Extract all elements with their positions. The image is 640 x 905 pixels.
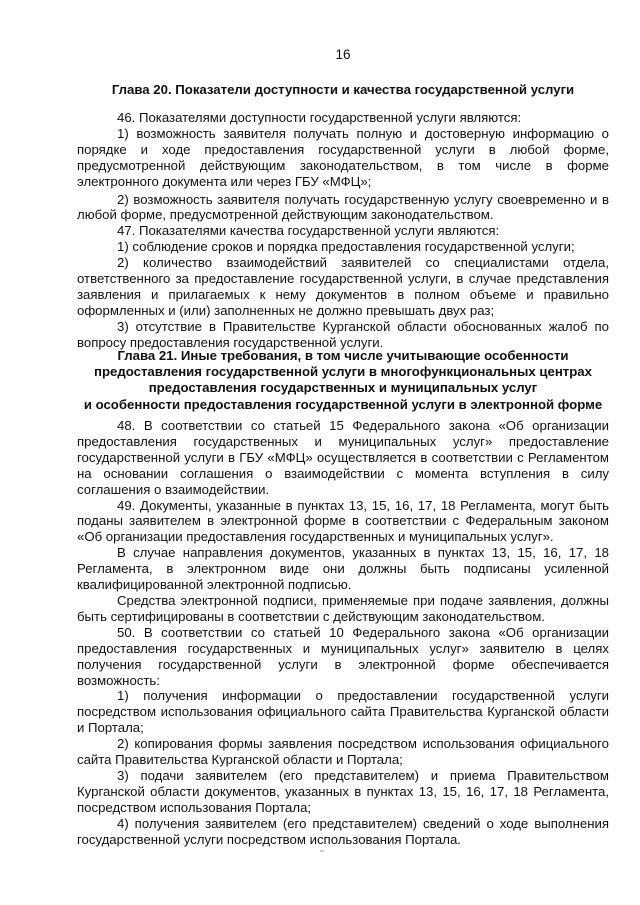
paragraph-49-certification: Средства электронной подписи, применяемые при подаче заявления, должны быть сертифицированы в соответствии с действующим законодательством. <box>77 592 609 624</box>
paragraph-50: 50. В соответствии со статьей 10 Федерального закона «Об организации предоставления государственных и муниципальных услуг» заявителю в целях получения государственной услуги в электронной форме обеспечивается возможность: <box>77 624 609 688</box>
paragraph-47-item-3: 3) отсутствие в Правительстве Курганской области обоснованных жалоб по вопросу предоставления государственной услуги. <box>77 318 609 350</box>
scan-speck <box>320 850 324 852</box>
paragraph-47-item-2: 2) количество взаимодействий заявителей со специалистами отдела, ответственного за предоставление государственной услуги, в случае представления заявления и прилагаемых к нему документов в полном объеме и правильно оформленных и (или) заполненных не должно превышать двух раз; <box>77 255 609 318</box>
paragraph-46-item-1: 1) возможность заявителя получать полную и достоверную информацию о порядке и ходе предоставления государственной услуги в любой форме, предусмотренной действующим законодательством, в том числе в форме электронного документа или через ГБУ «МФЦ»; <box>77 125 609 189</box>
paragraph-48: 48. В соответствии со статьей 15 Федерального закона «Об организации предоставления государственных и муниципальных услуг» предоставление государственной услуги в ГБУ «МФЦ» осуществляется в соответствии с Регламентом на основании соглашения о взаимодействии с момента вступления в силу соглашения о взаимодействии. <box>77 418 609 497</box>
chapter-20-title: Глава 20. Показатели доступности и качества государственной услуги <box>111 82 575 97</box>
paragraph-49: 49. Документы, указанные в пунктах 13, 15, 16, 17, 18 Регламента, могут быть поданы заявителем в электронной форме в соответствии с Федеральным законом «Об организации предоставления государственных и муниципальных услуг». <box>77 497 609 545</box>
chapter-21-body <box>77 418 609 847</box>
chapter-21-title-line: предоставления государственной услуги в многофункциональных центрах <box>94 364 592 380</box>
paragraph-47-item-1: 1) соблюдение сроков и порядка предоставления государственной услуги; <box>117 239 575 255</box>
paragraph-47: 47. Показателями качества государственной услуги являются: <box>117 223 500 239</box>
paragraph-50-item-1: 1) получения информации о предоставлении государственной услуги посредством использования официального сайта Правительства Курганской области и Портала; <box>77 688 609 736</box>
chapter-21-title-line: Глава 21. Иные требования, в том числе учитывающие особенности <box>117 348 569 363</box>
chapter-21-title <box>77 348 609 413</box>
paragraph-50-item-3: 3) подачи заявителем (его представителем) и приема Правительством Курганской области документов, указанных в пунктах 13, 15, 16, 17, 18 Регламента, посредством использования Портала; <box>77 767 609 815</box>
chapter-21-title-line: предоставления государственных и муниципальных услуг <box>148 380 538 396</box>
paragraph-50-item-2: 2) копирования формы заявления посредством использования официального сайта Правительства Курганской области и Портала; <box>77 736 609 768</box>
chapter-21-title-line: и особенности предоставления государственной услуги в электронной форме <box>83 396 603 412</box>
paragraph-46: 46. Показателями доступности государственной услуги являются: <box>117 110 522 125</box>
page-number: 16 <box>335 47 351 62</box>
paragraph-49-signature: В случае направления документов, указанных в пунктах 13, 15, 16, 17, 18 Регламента, в электронном виде они должны быть подписаны усиленной квалифицированной электронной подписью. <box>77 545 609 593</box>
paragraph-46-item-2: 2) возможность заявителя получать государственную услугу своевременно и в любой форме, предусмотренной действующим законодательством. <box>77 191 609 223</box>
paragraph-50-item-4: 4) получения заявителем (его представителем) сведений о ходе выполнения государственной услуги посредством использования Портала. <box>77 815 609 847</box>
chapter-20-body <box>77 110 609 351</box>
